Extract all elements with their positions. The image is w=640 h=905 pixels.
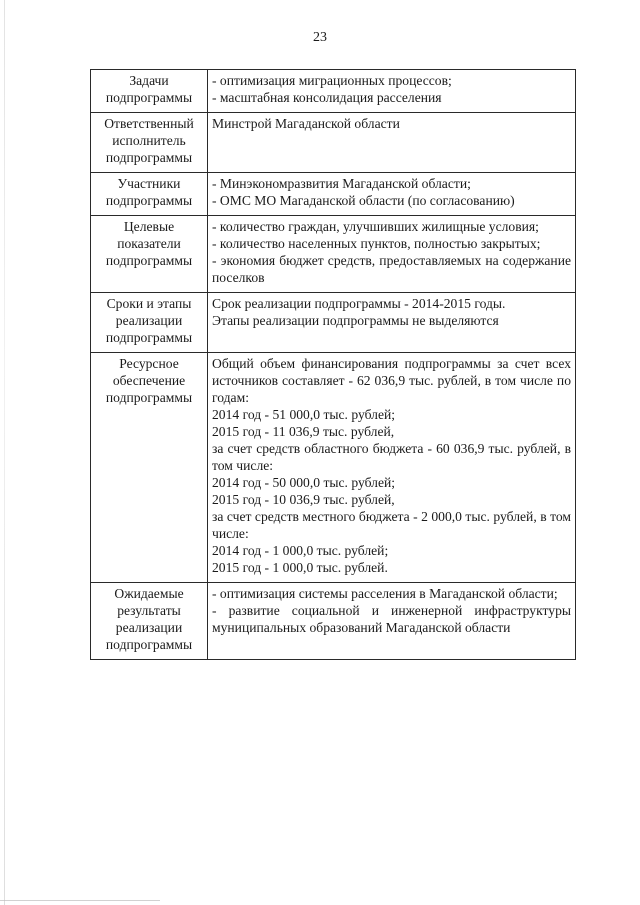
value-line: 2014 год - 51 000,0 тыс. рублей; bbox=[212, 407, 396, 422]
table-row-target-indicators bbox=[91, 216, 576, 293]
row-label: Участники подпрограммы bbox=[91, 173, 208, 216]
row-value bbox=[208, 216, 576, 293]
value-line: 2014 год - 50 000,0 тыс. рублей; bbox=[212, 475, 396, 490]
table-row-participants bbox=[91, 173, 576, 216]
value-line: - развитие социальной и инженерной инфраструктуры муниципальных образований Магаданской области bbox=[212, 603, 571, 635]
value-line: 2014 год - 1 000,0 тыс. рублей; bbox=[212, 543, 389, 558]
row-label: Задачи подпрограммы bbox=[91, 70, 208, 113]
row-value bbox=[208, 70, 576, 113]
value-line: - количество населенных пунктов, полностью закрытых; bbox=[212, 236, 541, 251]
value-line: - оптимизация миграционных процессов; bbox=[212, 73, 452, 88]
row-label: Ответственный исполнитель подпрограммы bbox=[91, 113, 208, 173]
row-label: Ожидаемые результаты реализации подпрограммы bbox=[91, 583, 208, 660]
row-label: Целевые показатели подпрограммы bbox=[91, 216, 208, 293]
value-line: 2015 год - 1 000,0 тыс. рублей. bbox=[212, 560, 388, 575]
page-number: 23 bbox=[313, 30, 327, 45]
row-value bbox=[208, 113, 576, 173]
value-line: - ОМС МО Магаданской области (по согласованию) bbox=[212, 193, 515, 208]
table-row-expected-results bbox=[91, 583, 576, 660]
table-row-terms-and-stages bbox=[91, 293, 576, 353]
row-label: Ресурсное обеспечение подпрограммы bbox=[91, 353, 208, 583]
value-line: - оптимизация системы расселения в Магаданской области; bbox=[212, 586, 558, 601]
value-line: 2015 год - 11 036,9 тыс. рублей, bbox=[212, 424, 395, 439]
table-row-responsible-executor bbox=[91, 113, 576, 173]
subprogram-passport-table bbox=[90, 69, 576, 660]
value-line: Общий объем финансирования подпрограммы за счет всех источников составляет - 62 036,9 тыс. рублей, в том числе по годам: bbox=[212, 356, 571, 405]
scan-edge bbox=[0, 900, 160, 901]
value-line: - масштабная консолидация расселения bbox=[212, 90, 442, 105]
value-line: за счет средств областного бюджета - 60 036,9 тыс. рублей, в том числе: bbox=[212, 441, 571, 473]
table-row-tasks bbox=[91, 70, 576, 113]
table-row-resource-support bbox=[91, 353, 576, 583]
value-line: - экономия бюджет средств, предоставляемых на содержание поселков bbox=[212, 253, 571, 285]
row-value bbox=[208, 353, 576, 583]
row-value bbox=[208, 583, 576, 660]
row-value bbox=[208, 293, 576, 353]
value-line: Срок реализации подпрограммы - 2014-2015 годы. bbox=[212, 296, 506, 311]
scan-edge bbox=[4, 0, 5, 905]
value-line: Этапы реализации подпрограммы не выделяются bbox=[212, 313, 499, 328]
value-line: за счет средств местного бюджета - 2 000,0 тыс. рублей, в том числе: bbox=[212, 509, 571, 541]
row-label: Сроки и этапы реализации подпрограммы bbox=[91, 293, 208, 353]
row-value bbox=[208, 173, 576, 216]
value-line: Минстрой Магаданской области bbox=[212, 116, 400, 131]
value-line: 2015 год - 10 036,9 тыс. рублей, bbox=[212, 492, 395, 507]
value-line: - количество граждан, улучшивших жилищные условия; bbox=[212, 219, 539, 234]
value-line: - Минэкономразвития Магаданской области; bbox=[212, 176, 471, 191]
